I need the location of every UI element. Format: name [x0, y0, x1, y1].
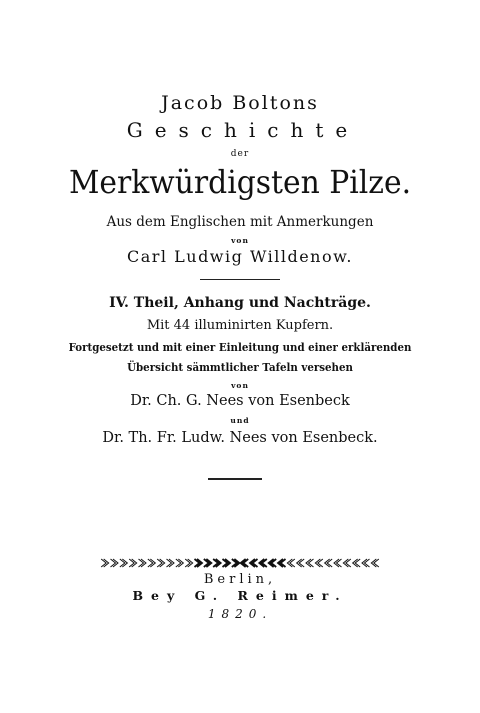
ornament-arrow: [111, 559, 119, 567]
ornament-arrow: [223, 559, 231, 567]
editor-name-2: Dr. Th. Fr. Ludw. Nees von Esenbeck.: [102, 430, 378, 446]
imprint-publisher: Bey G. Reimer.: [132, 588, 348, 603]
ornament-arrow: [259, 559, 267, 567]
ornament-arrow: [353, 559, 360, 567]
ornament-arrow: [213, 559, 221, 567]
continuation-line-1: Fortgesetzt und mit einer Einleitung und einer erklärenden: [68, 341, 412, 354]
ornament-arrow: [371, 559, 379, 567]
ornament-arrow: [362, 559, 370, 567]
ornament-arrow: [287, 559, 295, 567]
ornament-arrow: [185, 559, 193, 567]
main-title: Merkwürdigsten Pilze.: [68, 163, 412, 201]
von-label-1: von: [231, 236, 249, 245]
divider-rule-bottom: [208, 478, 262, 480]
ornament-arrow: [241, 559, 249, 567]
ornament-arrow: [278, 559, 286, 567]
editor-name-1: Dr. Ch. G. Nees von Esenbeck: [130, 393, 350, 409]
ornament-arrow: [297, 559, 305, 567]
translation-note: Aus dem Englischen mit Anmerkungen: [106, 214, 374, 230]
imprint-year: 1820.: [207, 607, 273, 621]
ornament-arrow: [204, 559, 212, 567]
divider-rule-top: [200, 279, 280, 280]
ornament-arrow: [250, 559, 258, 567]
ornament-arrow: [148, 559, 156, 567]
work-heading: Geschichte: [126, 118, 360, 142]
arrow-border-ornament-icon: [100, 557, 380, 569]
von-label-2: von: [231, 381, 249, 390]
ornament-arrow: [343, 559, 351, 567]
ornament-arrow: [269, 559, 277, 567]
imprint-city: Berlin,: [203, 572, 277, 587]
ornament-arrow: [176, 559, 184, 567]
ornament-arrow: [101, 559, 109, 567]
ornament-arrow: [325, 559, 333, 567]
ornament-arrow: [139, 559, 147, 567]
ornament-arrow: [129, 559, 137, 567]
ornament-arrow: [306, 559, 314, 567]
plates-note: Mit 44 illuminirten Kupfern.: [146, 318, 334, 333]
ornament-arrow: [157, 559, 164, 567]
ornament-arrow: [315, 559, 323, 567]
ornament-arrow: [195, 559, 203, 567]
ornament-arrow: [120, 559, 128, 567]
part-heading: IV. Theil, Anhang und Nachträge.: [109, 295, 371, 311]
ornament-arrow: [334, 559, 342, 567]
translator-name: Carl Ludwig Willdenow.: [127, 247, 353, 266]
continuation-line-2: Übersicht sämmtlicher Tafeln versehen: [127, 361, 353, 374]
ornament-arrow: [167, 559, 175, 567]
ornament-arrow: [232, 559, 240, 567]
author-name: Jacob Boltons: [161, 92, 319, 114]
und-label: und: [230, 416, 250, 425]
article-der: der: [230, 149, 250, 159]
